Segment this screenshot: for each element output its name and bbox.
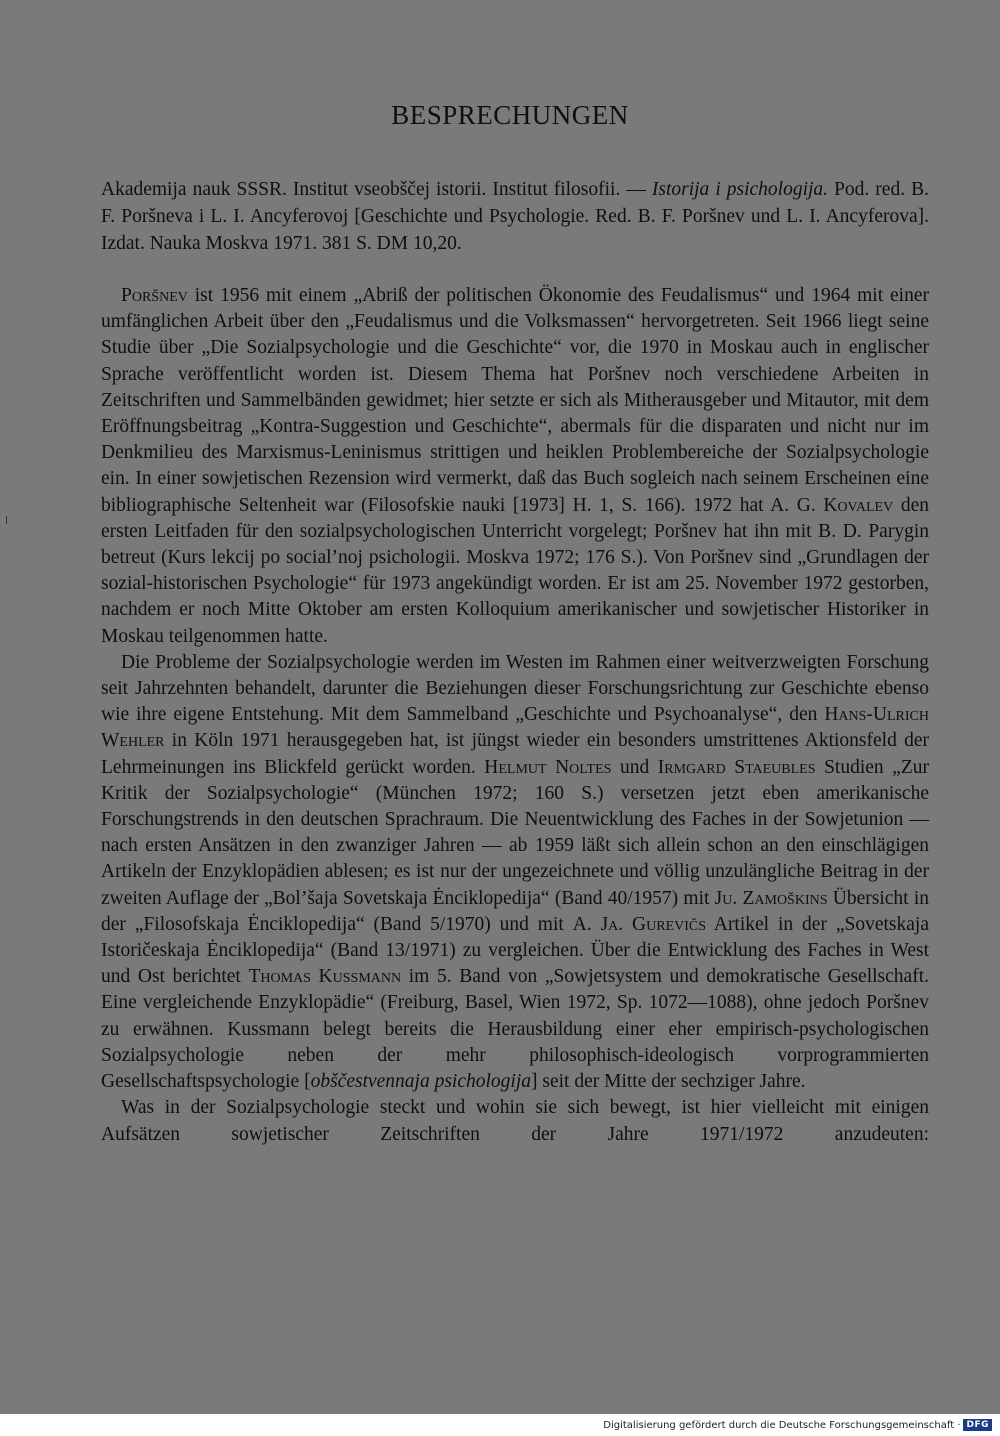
paragraph-text: den ersten Leitfaden für den sozialpsychologischen Unterricht vorgelegt; Poršnev hat ihn mit B. D. Parygin betreut (Kurs lekcij po social’noj psichologii. Moskva 1972; 176 S.). Von Poršnev sind „Grundlagen der sozial-historischen Psychologie“ für 1973 angekündigt worden. Er ist am 25. November 1972 gestorben, nachdem er noch Mitte Oktober am ersten Kolloquium amerikanischer und sowjetischer Historiker in Moskau teilgenommen hatte. xyxy=(101,494,929,647)
author-name: Irmgard Staeubles xyxy=(657,756,816,778)
scan-artifact-mark xyxy=(6,516,7,524)
paragraph-text: Artikel in der „Sovetskaja Istoričeskaja Ėnciklopedija“ (Band 13/1971) zu vergleichen. Über die Entwicklung des Faches in West und Ost berichtet xyxy=(101,913,929,988)
paragraph-3: Was in der Sozialpsychologie steckt und wohin sie sich bewegt, ist hier vielleicht mit einigen Aufsätzen sowjetischer Zeitschriften der Jahre 1971/1972 anzudeuten: xyxy=(101,1097,929,1145)
author-name: Poršnev xyxy=(121,285,188,306)
author-name: Kovalev xyxy=(823,494,894,516)
citation-prefix: Akademija nauk SSSR. Institut vseobščej istorii. Institut filosofii. — xyxy=(101,179,652,200)
section-title: BESPRECHUNGEN xyxy=(391,100,629,130)
paragraph-1 xyxy=(101,283,929,650)
paragraph-text: ] seit der Mitte der sechziger Jahre. xyxy=(531,1071,806,1093)
paragraph-text: Studien „Zur Kritik der Sozialpsychologie“ (München 1972; 160 S.) versetzen jetzt eben amerikanische Forschungstrends in den deutschen Sprachraum. Die Neuentwicklung des Faches in der Sowjetunion — nach ersten Ansätzen in den zwanziger Jahren — ab 1959 läßt sich allein schon an den einschlägigen Artikeln der Enzyklopädien ablesen; es ist nur der ungezeichnete und völlig unzulängliche Beitrag in der zweiten Auflage der „Bol’šaja Sovetskaja Ėnciklopedija“ (Band 40/1957) mit xyxy=(101,756,929,909)
paragraph-text: Übersicht in der „Filosofskaja Ėnciklopedija“ (Band 5/1970) und mit xyxy=(101,887,929,935)
footer-credit-text: Digitalisierung gefördert durch die Deutsche Forschungsgemeinschaft · xyxy=(603,1419,961,1431)
author-name: Thomas Kussmann xyxy=(248,966,402,988)
paragraph-text: ist 1956 mit einem „Abriß der politischen Ökonomie des Feudalismus“ und 1964 mit einer umfänglichen Arbeit über den „Feudalismus und die Volksmassen“ hervorgetreten. Seit 1966 liegt seine Studie über „Die Sozialpsychologie und die Geschichte“ vor, die 1970 in Moskau auch in englischer Sprache veröffentlicht worden ist. Diesem Thema hat Poršnev noch verschiedene Arbeiten in Zeitschriften und Sammelbänden gewidmet; hier setzte er sich als Mitherausgeber und Mitautor, mit dem Eröffnungsbeitrag „Kontra-Suggestion und Geschichte“, abermals für die disparaten und nicht nur im Denkmilieu des Marxismus-Leninismus strittigen und heiklen Problembereiche der Sozialpsychologie ein. In einer sowjetischen Rezension wird vermerkt, daß das Buch sogleich nach seinem Erscheinen eine bibliographische Seltenheit war (Filosofskie nauki [1973] H. 1, S. 166). 1972 hat A. G. xyxy=(101,285,929,516)
author-name: A. Ja. Gurevičs xyxy=(572,913,707,935)
paragraph-text: in Köln 1971 herausgegeben hat, ist jüngst wieder ein besonders umstrittenes Aktionsfeld der Lehrmeinungen ins Blickfeld gerückt worden. xyxy=(101,730,929,778)
citation-book-title: Istorija i psichologija. xyxy=(651,179,829,200)
dfg-logo-icon: DFG xyxy=(963,1419,992,1431)
book-citation xyxy=(101,176,929,257)
digitization-footer xyxy=(603,1419,992,1431)
author-name: Helmut Noltes xyxy=(484,756,612,778)
author-name: Hans-Ulrich Wehler xyxy=(101,704,929,752)
italic-term: obščestvennaja psichologija xyxy=(310,1071,532,1093)
paragraph-text: im 5. Band von „Sowjetsystem und demokratische Gesellschaft. Eine vergleichende Enzyklopädie“ (Freiburg, Basel, Wien 1972, Sp. 1072—1088), ohne jedoch Poršnev zu erwähnen. Kussmann belegt bereits die Herausbildung einer eher empirisch-psychologischen Sozialpsychologie neben der mehr philosophisch-ideologisch vorprogrammierten Gesellschaftspsychologie [ xyxy=(101,966,929,1093)
author-name: Ju. Zamoškins xyxy=(714,887,828,909)
citation-details: Pod. red. B. F. Poršneva i L. I. Ancyferovoj [Geschichte und Psychologie. Red. B. F. Poršnev und L. I. Ancyferova]. Izdat. Nauka Moskva 1971. 381 S. DM 10,20. xyxy=(101,179,929,254)
paragraph-2 xyxy=(101,650,929,1095)
paragraph-text: und xyxy=(611,756,658,778)
paragraph-text: Die Probleme der Sozialpsychologie werden im Westen im Rahmen einer weitverzweigten Forschung seit Jahrzehnten behandelt, darunter die Beziehungen dieser Forschungsrichtung zur Geschichte ebenso wie ihre eigene Entstehung. Mit dem Sammelband „Geschichte und Psychoanalyse“, den xyxy=(101,651,929,726)
review-body xyxy=(101,283,929,1148)
